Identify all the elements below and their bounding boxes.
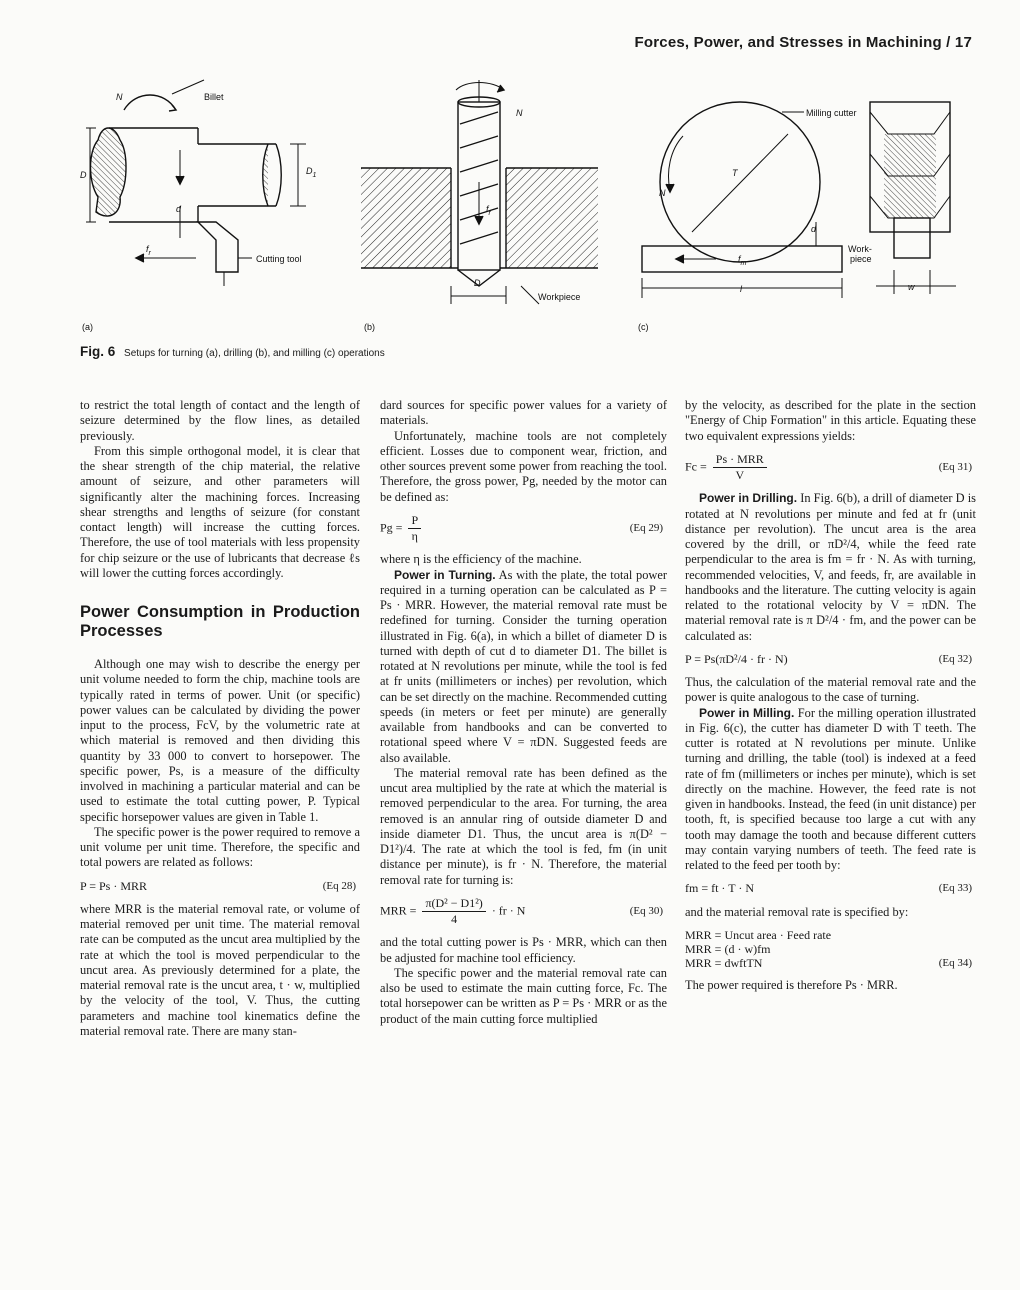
paragraph: Unfortunately, machine tools are not completely efficient. Losses due to component wear, friction, and other sources prevent some power from reaching the tool. Therefore, the gross power, Pg, needed by the motor can be defined as:	[380, 428, 667, 504]
paragraph: and the total cutting power is Ps · MRR, which can then be adjusted for machine tool efficiency.	[380, 935, 667, 965]
equation-lhs: MRR =	[380, 903, 417, 918]
equation-fraction	[713, 452, 767, 484]
label-billet: Billet	[204, 92, 224, 102]
label-l: l	[740, 284, 742, 294]
equation-number: (Eq 34)	[938, 956, 972, 969]
equation-number: (Eq 31)	[938, 460, 972, 473]
label-n-a: N	[116, 92, 123, 102]
equation-expression	[380, 896, 525, 928]
equation-line	[685, 942, 976, 956]
paragraph-text: In Fig. 6(b), a drill of diameter D is rotated at N revolutions per minute and fed at fr (unit distance per revolution). The uncut area is the area covered by the drill, or πD²/4, while the feed rate perpendicular to the area is fm = fr · N. As with turning, recommended velocities, V, and feeds, fr, are available in handbooks and the literature. The cutting velocity is again related to the rotational velocity by V = πDN. The material removal rate is π D²/4 · fm, and the power can be calculated as:	[685, 491, 977, 643]
fraction-denominator: 4	[451, 912, 458, 926]
equation-number: (Eq 30)	[629, 904, 663, 917]
label-fr-b: $f_r$	[486, 204, 491, 217]
label-t: T	[732, 168, 738, 178]
equation-30	[380, 896, 667, 928]
label-fr-a: $f_r$	[146, 244, 151, 257]
fraction-numerator: Ps · MRR	[713, 452, 767, 468]
fraction-numerator: π(D² − D1²)	[422, 896, 485, 912]
paragraph: The specific power is the power required to remove a unit volume per unit time. Therefore, the specific and total powers are related as follows:	[80, 824, 360, 870]
paragraph: where η is the efficiency of the machine.	[380, 552, 582, 567]
paragraph: and the material removal rate is specified by:	[685, 904, 909, 919]
equation-expression: P = Ps · MRR	[80, 878, 148, 893]
equation-expression: MRR = (d · w)fm	[685, 941, 771, 956]
label-fm: $f_m$	[738, 254, 747, 267]
equation-31	[685, 452, 976, 484]
label-w: w	[908, 282, 915, 292]
equation-29	[380, 513, 667, 545]
paragraph: The specific power and the material removal rate can also be used to estimate the main cutting force, Fc. The total horsepower can be written as P = Ps · MRR or as the product of the main cutting force multiplied	[380, 965, 667, 1026]
equation-number: (Eq 28)	[322, 879, 356, 892]
runin-heading: Power in Drilling.	[699, 491, 798, 506]
equation-expression	[380, 513, 424, 545]
column-3	[685, 398, 976, 993]
figure-6	[76, 72, 976, 342]
paragraph-text: As with the plate, the total power required in a turning operation can be calculated as P = Ps · MRR. However, the material removal rate must be redefined for turning. Consider the turning operation illustrated in Fig. 6(a), in which a billet of diameter D is turned with depth of cut d to diameter D1. The billet is rotated at N revolutions per minute, while the tool is fed at fr units (millimeters or inches) per revolution, which can be set directly on the machine. Recommended cutting speeds (in meters or feet per minute) are generally available from handbooks and can be converted to rotational speed where V = πDN. Suggested feeds are also available.	[380, 567, 667, 765]
equation-line	[685, 928, 976, 942]
equation-fraction	[408, 513, 421, 545]
equation-number: (Eq 33)	[938, 882, 972, 895]
label-d-small: d	[176, 204, 182, 214]
panel-label-c: (c)	[638, 322, 649, 332]
equation-number: (Eq 32)	[938, 652, 972, 665]
runin-heading: Power in Milling.	[699, 705, 795, 720]
runin-heading: Power in Turning.	[394, 567, 496, 582]
equation-expression: P = Ps(πD²/4 · fr · N)	[685, 651, 788, 666]
label-d-b: D	[474, 278, 481, 288]
figure-caption-label: Fig. 6	[80, 344, 116, 359]
drilling-setup	[361, 80, 598, 304]
label-d-c: d	[811, 224, 817, 234]
fraction-denominator: η	[411, 529, 418, 543]
label-d1: $D_1$	[306, 166, 317, 179]
panel-label-a: (a)	[82, 322, 93, 332]
column-1	[80, 398, 360, 1039]
equation-expression: fm = ft · T · N	[685, 881, 754, 896]
paragraph	[685, 491, 976, 644]
equation-lhs: Fc =	[685, 459, 707, 474]
section-heading: Power Consumption in Production Processes	[80, 603, 360, 640]
label-work-1: Work-	[848, 244, 872, 254]
paragraph	[685, 706, 976, 874]
paragraph: Thus, the calculation of the material removal rate and the power is quite analogous to the case of turning.	[685, 675, 976, 705]
equation-lhs: Pg =	[380, 520, 403, 535]
equation-number: (Eq 29)	[629, 521, 663, 534]
equation-32	[685, 652, 976, 667]
paragraph: dard sources for specific power values for a variety of materials.	[380, 398, 667, 428]
label-cutting-tool: Cutting tool	[256, 254, 302, 264]
paragraph: Although one may wish to describe the energy per unit volume needed to form the chip, machine tools are typically rated in terms of power. Unit (or specific) power values can be calculated by dividing the power input to the process, FcV, by the volumetric rate at which material is removed and then dividing this quantity by 33 000 to convert to horsepower. The specific power, Ps, is a measure of the difficulty involved in machining a particular material and can be used to estimate the total cutting power, P. Typical specific horsepower values are given in Table 1.	[80, 657, 360, 824]
paragraph: by the velocity, as described for the plate in the section "Energy of Chip Formation" in this article. Equating these two equivalent expressions yields:	[685, 398, 976, 443]
label-d-big: D	[80, 170, 87, 180]
label-n-c: N	[659, 188, 666, 198]
label-n-b: N	[516, 108, 523, 118]
equation-rhs: · fr · N	[491, 903, 526, 918]
running-header: Forces, Power, and Stresses in Machining / 17	[634, 34, 972, 51]
equation-28	[80, 879, 360, 894]
equation-33	[685, 881, 976, 896]
paragraph: The power required is therefore Ps · MRR.	[685, 977, 898, 992]
equation-line	[685, 956, 976, 970]
equation-expression: MRR = dwftTN	[685, 955, 763, 970]
fraction-numerator: P	[408, 513, 421, 529]
fraction-denominator: V	[735, 468, 745, 482]
paragraph: to restrict the total length of contact and the length of seizure determined by the flow lines, as detailed previously.	[80, 398, 360, 443]
paragraph: where MRR is the material removal rate, or volume of material removed per unit time. The material removal rate can be computed as the uncut area multiplied by the rate at which the tool is moved perpendicular to the uncut area. As previously determined for a plate, the material removal rate is the uncut area, t · w, multiplied by the velocity of the tool, V. Thus, the cutting parameters and machine tool kinematics define the material removal rate. There are many stan-	[80, 901, 360, 1038]
paragraph	[380, 568, 667, 766]
paragraph-text: For the milling operation illustrated in Fig. 6(c), the cutter has diameter D with T teeth. The cutter is rotated at N revolutions per minute. Unlike turning and drilling, the table (tool) is indexed at a feed rate of fm (millimeters or inches per minute), which is set directly on the machine. However, the feed rate is not given in handbooks. Instead, the feed (in unit distance) per tooth, ft, is specified because too large a cut with any tooth may damage the tooth and because different cutters may contain varying numbers of teeth. The feed rate is related to the feed per tooth by:	[685, 705, 976, 872]
equation-expression: MRR = Uncut area · Feed rate	[685, 927, 832, 942]
figure-caption-text: Setups for turning (a), drilling (b), and milling (c) operations	[124, 348, 385, 359]
panel-label-b: (b)	[364, 322, 375, 332]
equation-expression	[685, 452, 770, 484]
milling-setup	[642, 102, 956, 298]
label-milling-cutter: Milling cutter	[806, 108, 857, 118]
figure-6-drawing	[76, 72, 976, 342]
paragraph: The material removal rate has been defined as the uncut area multiplied by the rate at which the material is removed perpendicular to the area. For turning, the area removed is an annular ring of outside diameter D and inside diameter D1. Thus, the uncut area is π(D² − D1²)/4. The rate at which the tool is fed, fm (in unit distance per minute), is fr · N. Therefore, the material removal rate for turning is:	[380, 765, 667, 887]
figure-caption	[80, 344, 385, 359]
label-workpiece: Workpiece	[538, 292, 581, 302]
paragraph: From this simple orthogonal model, it is clear that the shear strength of the chip material, the relative amount of seizure, and other parameters will significantly alter the machining forces. Increasing shear strengths and lengths of seizure (for constant contact length) will increase the cutting forces. Therefore, the use of tool materials with less propensity for chip seizure or the use of lubricants that decrease ℓs will lower the cutting forces accordingly.	[80, 443, 360, 580]
column-2	[380, 398, 667, 1027]
equation-fraction	[422, 896, 485, 928]
label-work-2: piece	[850, 254, 872, 264]
equation-34	[685, 928, 976, 970]
